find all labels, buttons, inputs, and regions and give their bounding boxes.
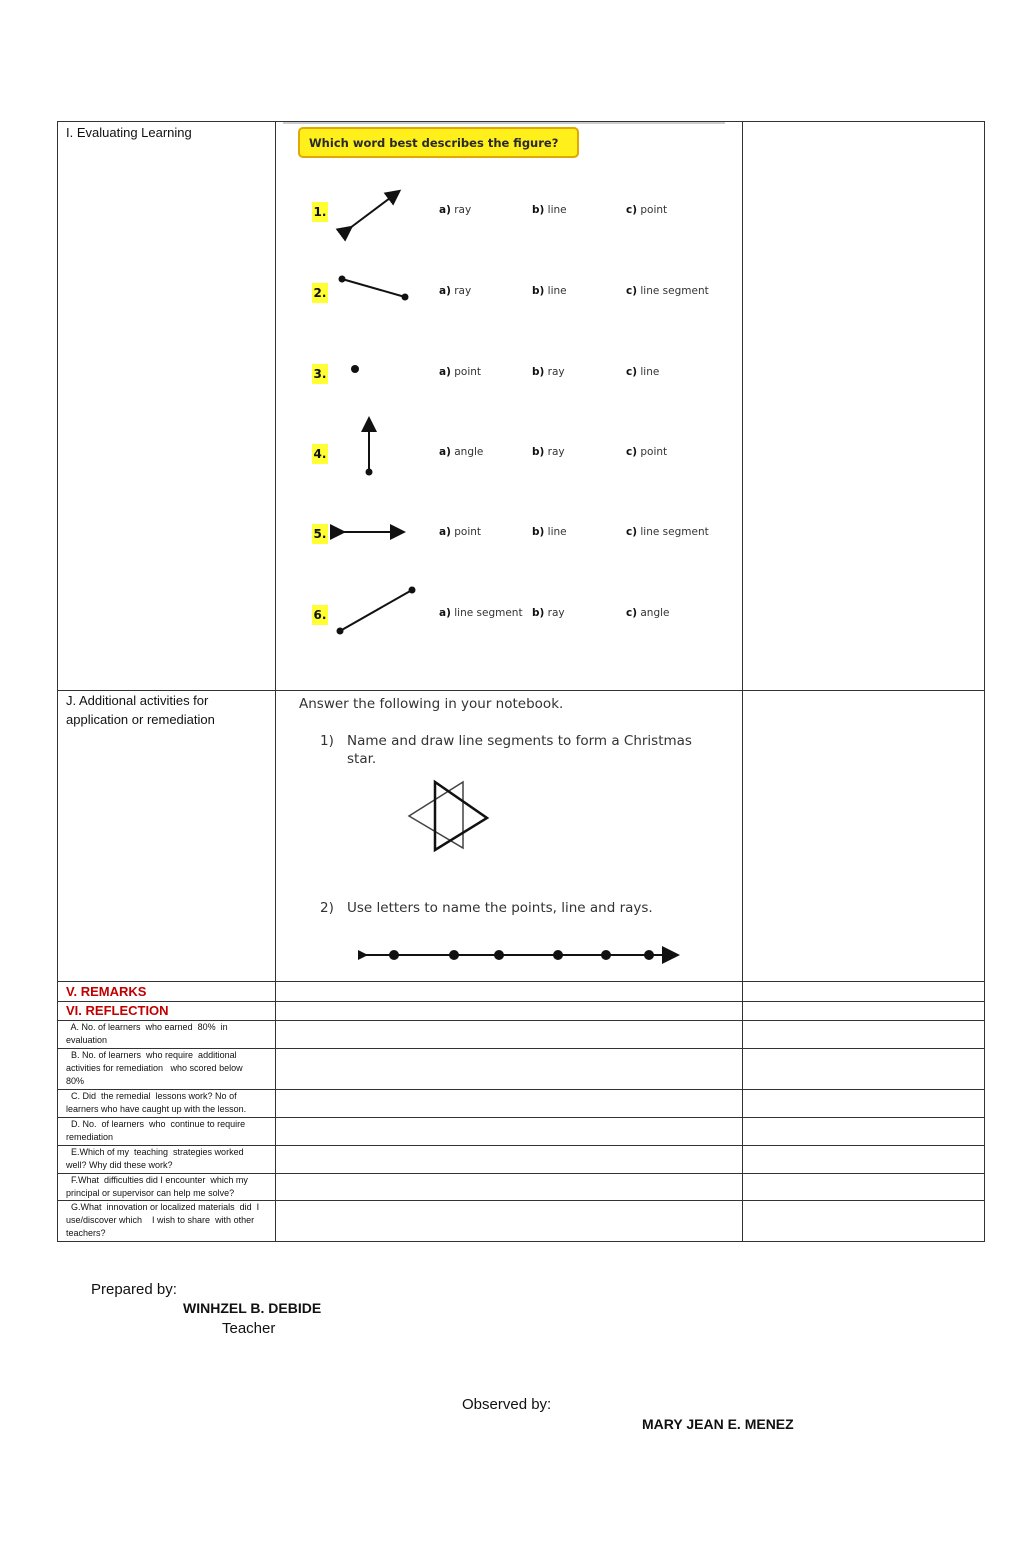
figure-endpoint xyxy=(409,587,416,594)
reflection-b-line3: 80% xyxy=(66,1076,85,1086)
quiz-figures xyxy=(330,180,420,640)
figure-segment-2 xyxy=(342,279,405,297)
quiz-item-number: 4. xyxy=(312,444,328,464)
quiz-option-a: ray xyxy=(454,285,472,297)
reflection-c-line1: C. Did the remedial lessons work? No of xyxy=(66,1091,237,1101)
reflection-g-line2: use/discover which I wish to share with other xyxy=(66,1215,255,1225)
option-letter: b) xyxy=(532,607,545,619)
option-letter: a) xyxy=(439,446,451,458)
quiz-option-b: line xyxy=(547,526,567,538)
reflection-e-line2: well? Why did these work? xyxy=(66,1160,173,1170)
star-front-triangle xyxy=(435,782,487,850)
option-letter: c) xyxy=(626,526,638,538)
number-line-point xyxy=(644,950,654,960)
quiz-option-b: ray xyxy=(547,446,565,458)
quiz-option-a: angle xyxy=(454,446,484,458)
figure-endpoint xyxy=(337,628,344,635)
quiz-option-b: ray xyxy=(547,366,565,378)
option-letter: a) xyxy=(439,607,451,619)
quiz-item-number: 6. xyxy=(312,605,328,625)
activity-q2-number: 2) xyxy=(320,900,334,916)
figure-segment-6 xyxy=(340,590,412,631)
option-letter: a) xyxy=(439,366,451,378)
reflection-a-line1: A. No. of learners who earned 80% in xyxy=(66,1022,228,1032)
option-letter: a) xyxy=(439,204,451,216)
reflection-heading: VI. REFLECTION xyxy=(66,1003,169,1018)
number-line-figure xyxy=(358,942,684,968)
figure-point-3 xyxy=(351,365,359,373)
quiz-option-c: point xyxy=(640,446,668,458)
reflection-g-line3: teachers? xyxy=(66,1228,106,1238)
quiz-option-b: ray xyxy=(547,607,565,619)
reflection-d-line1: D. No. of learners who continue to require xyxy=(66,1119,246,1129)
option-letter: b) xyxy=(532,526,545,538)
number-line-point xyxy=(449,950,459,960)
figure-endpoint xyxy=(339,276,346,283)
reflection-c-line2: learners who have caught up with the lesson. xyxy=(66,1104,247,1114)
number-line-point xyxy=(601,950,611,960)
reflection-f-line1: F.What difficulties did I encounter which my xyxy=(66,1175,248,1185)
reflection-b-line2: activities for remediation who scored below xyxy=(66,1063,243,1073)
quiz-item-number: 3. xyxy=(312,364,328,384)
figure-line-1 xyxy=(350,192,398,228)
reflection-b-line1: B. No. of learners who require additional xyxy=(66,1050,237,1060)
prepared-by-role: Teacher xyxy=(222,1320,276,1337)
reflection-e-line1: E.Which of my teaching strategies worked xyxy=(66,1147,244,1157)
quiz-option-c: line segment xyxy=(640,285,709,297)
quiz-option-a: point xyxy=(454,526,482,538)
figure-endpoint xyxy=(366,469,373,476)
option-letter: b) xyxy=(532,366,545,378)
activity-q1-line1: Name and draw line segments to form a Christmas xyxy=(347,733,692,749)
quiz-item-number: 2. xyxy=(312,283,328,303)
reflection-d-line2: remediation xyxy=(66,1132,114,1142)
quiz-option-a: point xyxy=(454,366,482,378)
option-letter: b) xyxy=(532,285,545,297)
option-letter: c) xyxy=(626,607,638,619)
option-letter: c) xyxy=(626,204,638,216)
quiz-option-a: line segment xyxy=(454,607,523,619)
figure-endpoint xyxy=(402,294,409,301)
christmas-star-figure xyxy=(405,778,495,854)
quiz-option-c: line xyxy=(640,366,660,378)
activity-q1-line2: star. xyxy=(347,751,377,767)
option-letter: b) xyxy=(532,446,545,458)
evaluating-learning-label: I. Evaluating Learning xyxy=(66,125,192,140)
number-line-point xyxy=(553,950,563,960)
quiz-option-c: line segment xyxy=(640,526,709,538)
option-letter: a) xyxy=(439,526,451,538)
observed-by-label: Observed by: xyxy=(462,1396,552,1413)
quiz-option-b: line xyxy=(547,204,567,216)
observed-by-name: MARY JEAN E. MENEZ xyxy=(642,1416,794,1432)
prepared-by-name: WINHZEL B. DEBIDE xyxy=(183,1300,322,1316)
quiz-option-c: angle xyxy=(640,607,670,619)
prepared-by-label: Prepared by: xyxy=(91,1281,177,1298)
additional-activities-label-2: application or remediation xyxy=(66,712,215,727)
reflection-g-line1: G.What innovation or localized materials did I xyxy=(66,1202,260,1212)
option-letter: c) xyxy=(626,366,638,378)
activity-q1-number: 1) xyxy=(320,733,334,749)
activity-intro: Answer the following in your notebook. xyxy=(299,696,564,712)
number-line-point xyxy=(494,950,504,960)
quiz-item-number: 1. xyxy=(312,202,328,222)
quiz-item-number: 5. xyxy=(312,524,328,544)
quiz-option-c: point xyxy=(640,204,668,216)
quiz-title: Which word best describes the figure? xyxy=(309,136,559,150)
option-letter: b) xyxy=(532,204,545,216)
remarks-heading: V. REMARKS xyxy=(66,984,147,999)
reflection-f-line2: principal or supervisor can help me solve? xyxy=(66,1188,235,1198)
option-letter: c) xyxy=(626,446,638,458)
number-line-point xyxy=(389,950,399,960)
option-letter: c) xyxy=(626,285,638,297)
activity-q2-text: Use letters to name the points, line and rays. xyxy=(347,900,653,916)
option-letter: a) xyxy=(439,285,451,297)
quiz-top-border xyxy=(283,122,725,124)
quiz-option-a: ray xyxy=(454,204,472,216)
quiz-title-box xyxy=(298,127,579,158)
reflection-a-line2: evaluation xyxy=(66,1035,108,1045)
quiz-option-b: line xyxy=(547,285,567,297)
additional-activities-label-1: J. Additional activities for xyxy=(66,693,209,708)
